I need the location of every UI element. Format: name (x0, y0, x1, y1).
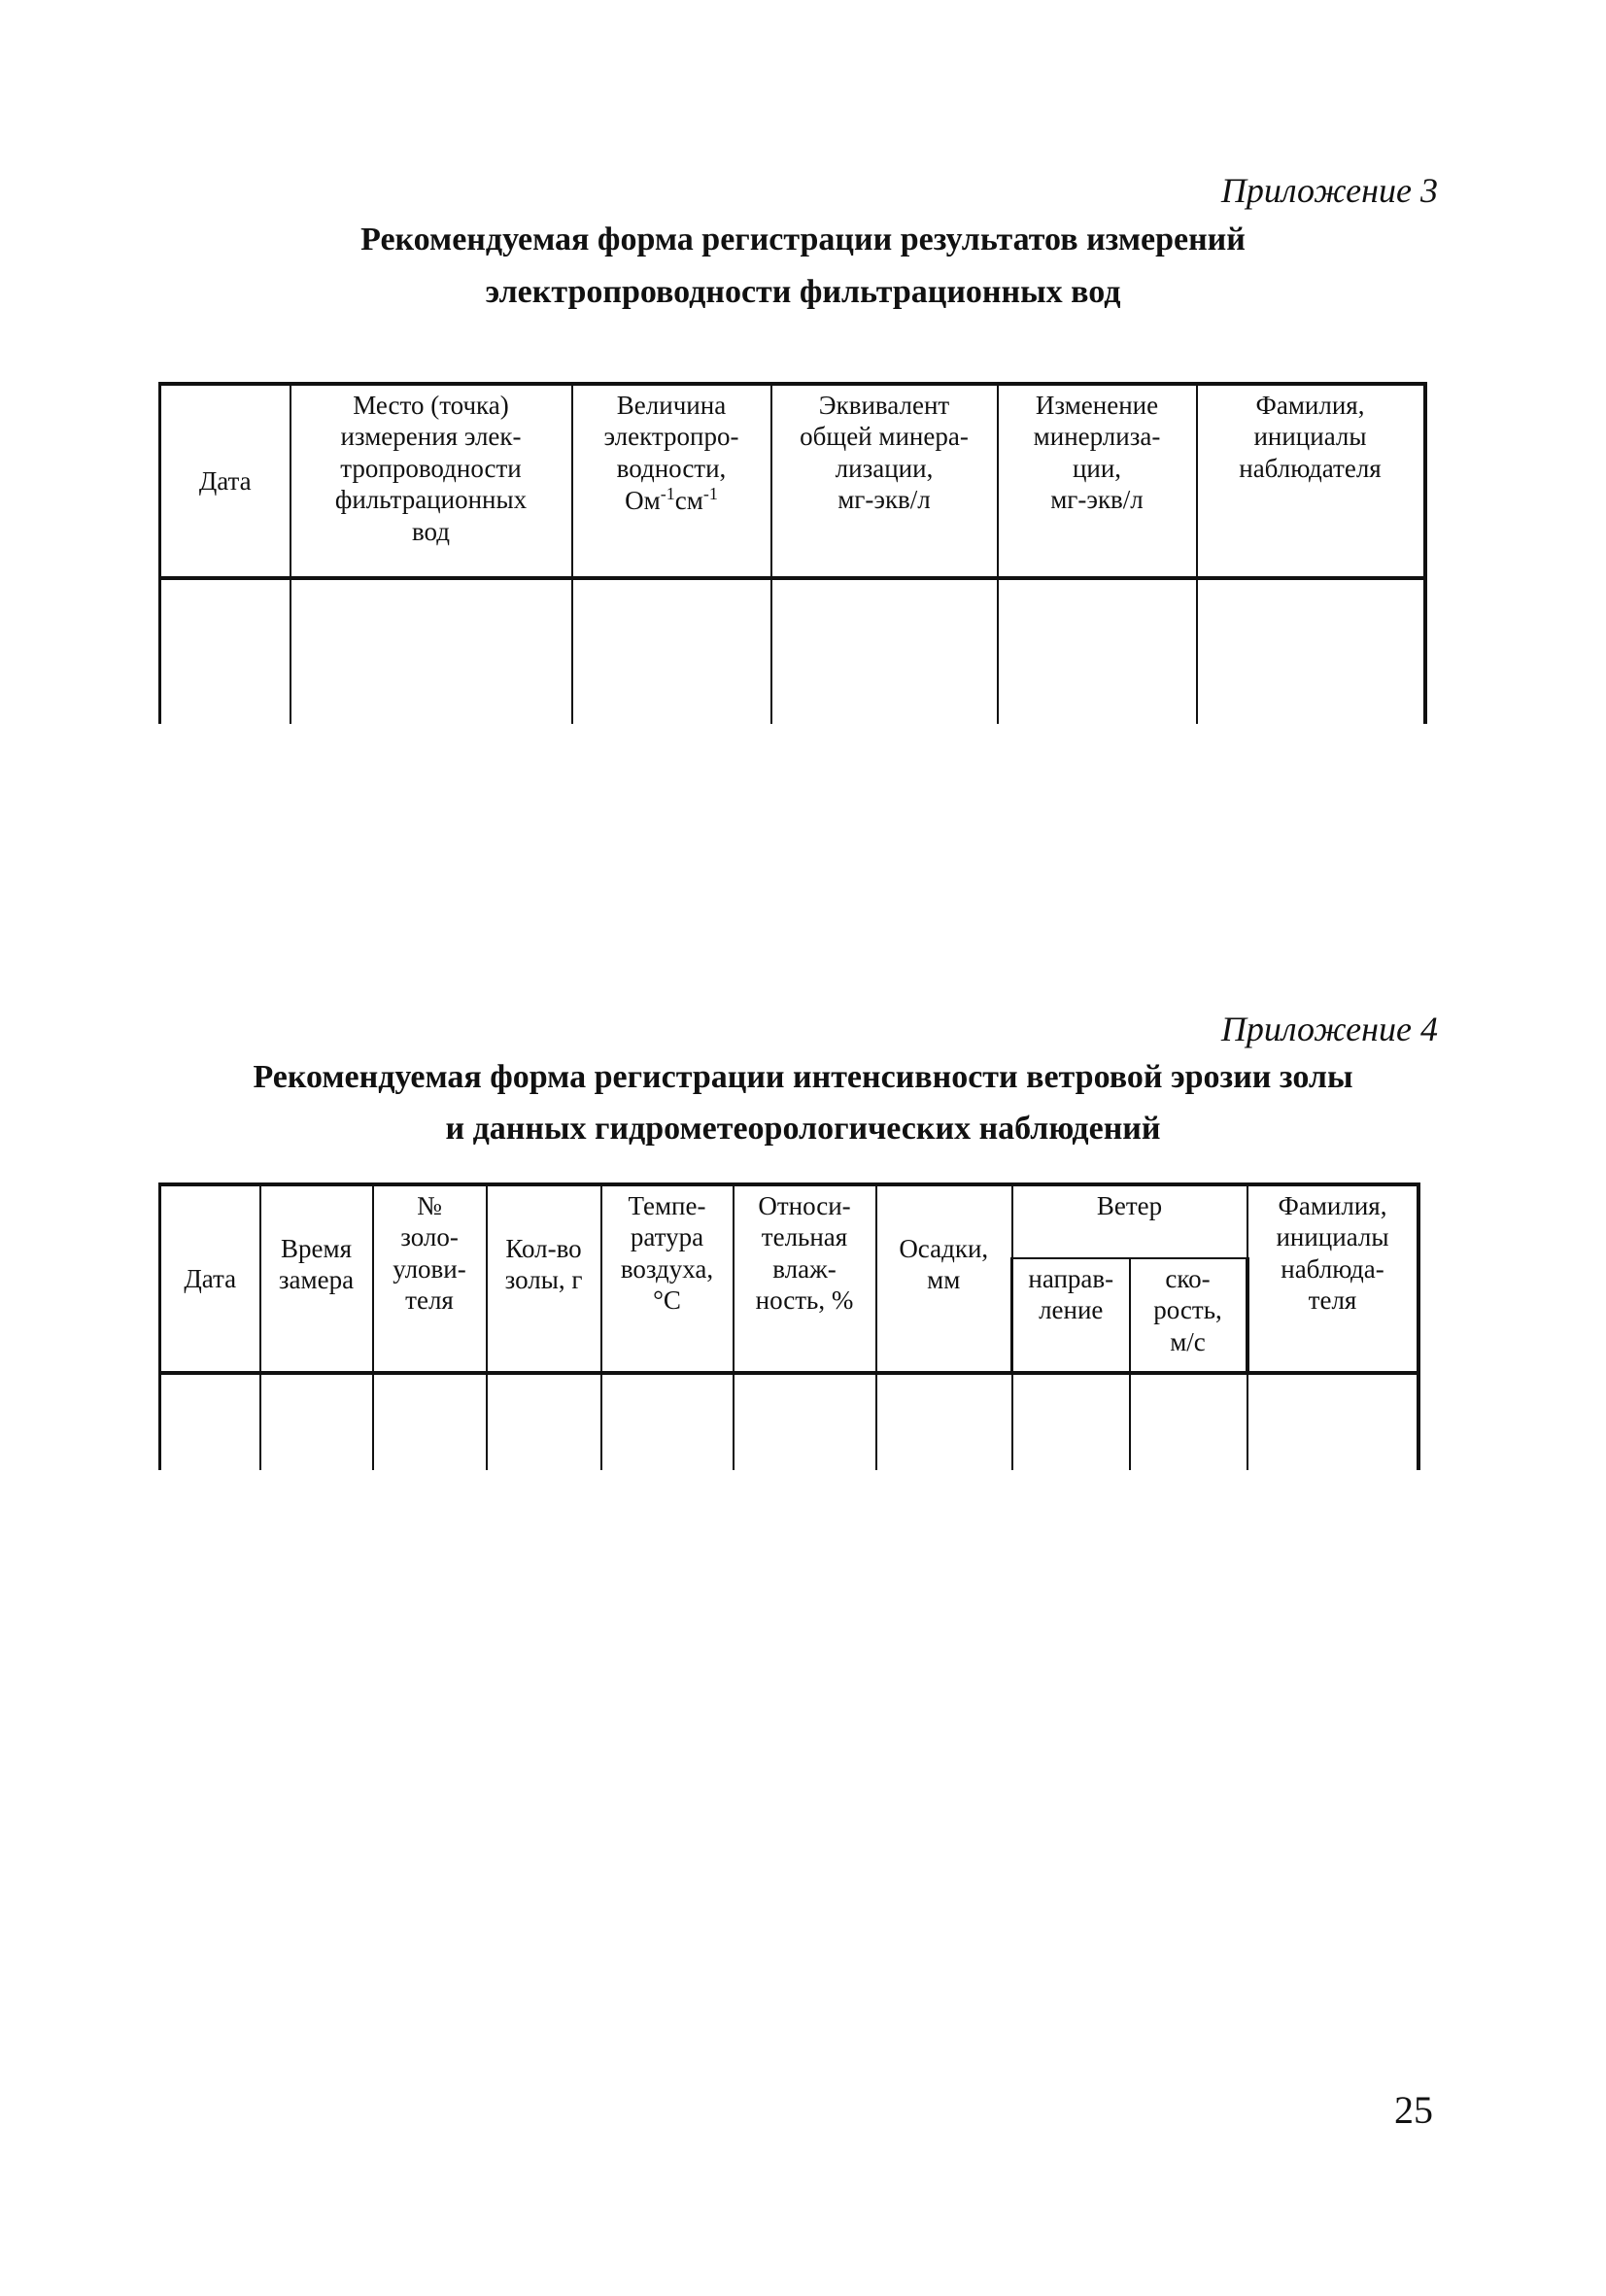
header-conductivity-value: Величина электропро- водности, $Ом^{-1}см^{-1}$ (572, 384, 771, 578)
cell-relative-humidity (734, 1373, 876, 1470)
appendix-3-title-line-1: Рекомендуемая форма регистрации результатов измерений (360, 222, 1246, 257)
wind-erosion-form-table (158, 1182, 1420, 1470)
page-number: 25 (1394, 2088, 1433, 2132)
cell-date (160, 1373, 260, 1470)
cell-precipitation (876, 1373, 1012, 1470)
header-ash-amount: Кол-во золы, г (487, 1184, 601, 1373)
appendix-4-title-line-2: и данных гидрометеорологических наблюдений (445, 1111, 1161, 1147)
header-wind-speed: ско- рость, м/с (1130, 1258, 1247, 1373)
header-mineralization-equivalent: Эквивалент общей минера- лизации, мг-экв/л (771, 384, 998, 578)
appendix-3-label: Приложение 3 (1220, 171, 1438, 210)
header-measurement-time: Время замера (260, 1184, 373, 1373)
appendix-4-label: Приложение 4 (1220, 1010, 1438, 1048)
table-row (160, 1373, 1418, 1470)
cell-measurement-place (290, 578, 572, 724)
header-wind: Ветер (1012, 1184, 1247, 1258)
cell-conductivity-value (572, 578, 771, 724)
header-date: Дата (160, 384, 290, 578)
header-air-temperature: Темпе- ратура воздуха, °С (601, 1184, 734, 1373)
cell-wind-direction (1012, 1373, 1130, 1470)
header-mineralization-change: Изменение минерлиза- ции, мг-экв/л (998, 384, 1197, 578)
cell-wind-speed (1130, 1373, 1247, 1470)
table-row (160, 578, 1425, 724)
cell-date (160, 578, 290, 724)
conductivity-form-table (158, 382, 1427, 724)
header-date: Дата (160, 1184, 260, 1373)
header-observer: Фамилия, инициалы наблюдателя (1197, 384, 1425, 578)
appendix-3-title-line-2: электропроводности фильтрационных вод (485, 274, 1121, 310)
cell-measurement-time (260, 1373, 373, 1470)
cell-mineralization-change (998, 578, 1197, 724)
cell-ash-amount (487, 1373, 601, 1470)
cell-mineralization-equivalent (771, 578, 998, 724)
appendix-4-title-line-1: Рекомендуемая форма регистрации интенсивности ветровой эрозии золы (253, 1059, 1353, 1095)
cell-air-temperature (601, 1373, 734, 1470)
cell-ash-catcher-number (373, 1373, 487, 1470)
cell-observer (1247, 1373, 1418, 1470)
header-measurement-place: Место (точка) измерения элек- тропроводности фильтрационных вод (290, 384, 572, 578)
header-precipitation: Осадки, мм (876, 1184, 1012, 1373)
header-relative-humidity: Относи- тельная влаж- ность, % (734, 1184, 876, 1373)
header-observer: Фамилия, инициалы наблюда- теля (1247, 1184, 1418, 1373)
header-wind-direction: направ- ление (1012, 1258, 1130, 1373)
header-ash-catcher-number: № золо- улови- теля (373, 1184, 487, 1373)
cell-observer (1197, 578, 1425, 724)
